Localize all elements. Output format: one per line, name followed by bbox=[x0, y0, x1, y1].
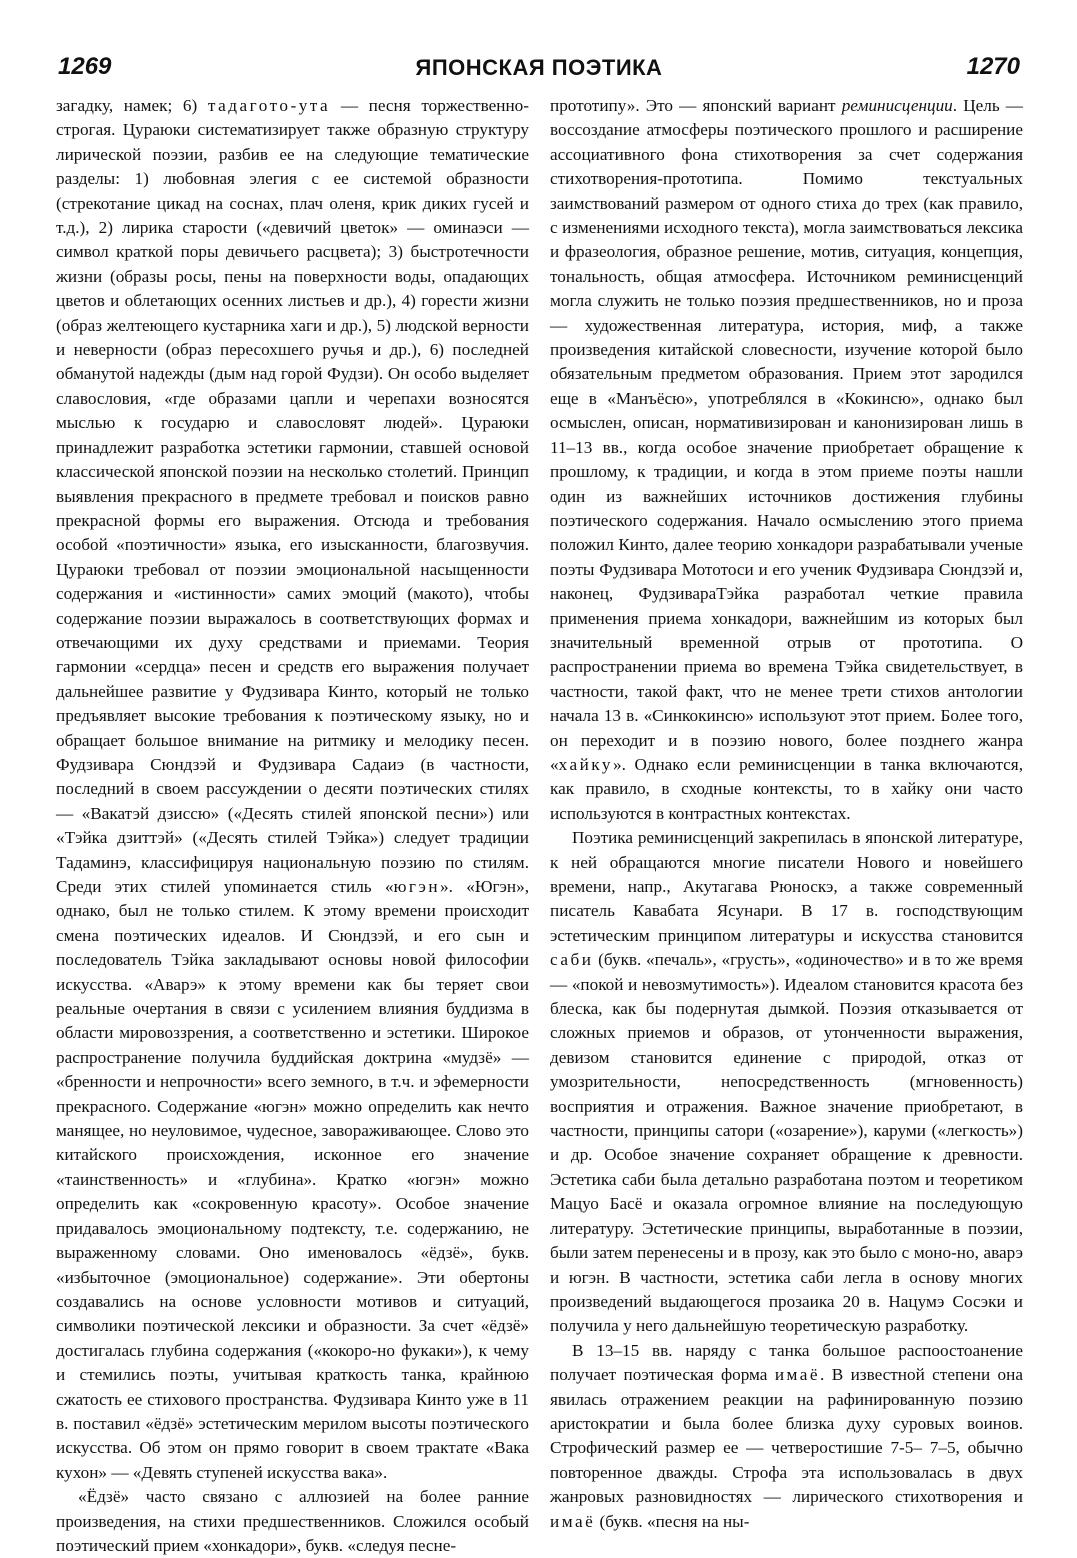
running-title: ЯПОНСКАЯ ПОЭТИКА bbox=[415, 55, 663, 80]
left-column bbox=[56, 94, 530, 1555]
paragraph: Поэтика реминисценций закрепилась в японской литературе, к ней обращаются многие писатели Нового и новейшего времени, напр., Акутагава Рюноскэ, а также современный писатель Кавабата Ясунари. В 17 в. господствующим эстетическим принципом литературы и искусства становится саби (букв. «печаль», «грусть», «одиночество» и в то же время — «покой и невозмутимость»). Идеалом становится красота без блеска, как бы подернутая дымкой. Поэзия отказывается от сложных приемов и образов, от утонченности выражения, девизом становится единение с природой, отказ от умозрительности, непосредственность (мгновенность) восприятия и отражения. Важное значение приобретают, в частности, принципы сатори («озарение»), каруми («легкость») и др. Особое значение сохраняет обращение к древности. Эстетика саби была детально разработана поэтом и теоретиком Мацуо Басё и оказала огромное влияние на последующую литературу. Эстетические принципы, выработанные в поэзии, были затем перенесены и в прозу, как это было с моно-но, аварэ и югэн. В частности, эстетика саби легла в основу многих произведений выдающегося прозаика 20 в. Нацумэ Сосэки и получила у него дальнейшую теоретическую разработку. bbox=[550, 828, 1023, 1336]
paragraph: В 13–15 вв. наряду с танка большое распоостоанение получает поэтическая форма имаё. В известной степени она явилась отражением реакции на рафинированную поэзию аристократии и была более близка духу суровых воинов. Строфический размер ее — четверостишие 7-5– 7–5, обычно повторенное дважды. Строфа эта использовалась в двух жанровых разновидностях — лирического стихотворения и имаё (букв. «песня на ны- bbox=[550, 1340, 1023, 1531]
spaced-term: имаё bbox=[774, 1365, 821, 1385]
spaced-term: хайку bbox=[558, 754, 613, 774]
paragraph: «Ёдзё» часто связано с аллюзией на более ранние произведения, на стихи предшественников. Сложился особый поэтический прием «хонкадори», букв. «следуя песне- bbox=[56, 1487, 529, 1555]
page-header bbox=[58, 52, 1020, 88]
spaced-term: тадагото-ута bbox=[207, 96, 331, 115]
italic-term: реминисценции bbox=[841, 96, 953, 115]
spaced-term: саби bbox=[550, 950, 594, 970]
left-page-number: 1269 bbox=[58, 53, 112, 80]
spaced-term: имаё bbox=[550, 1511, 596, 1531]
spaced-term: югэн bbox=[393, 877, 441, 896]
right-column bbox=[550, 94, 1023, 1544]
right-page-number: 1270 bbox=[966, 53, 1020, 80]
paragraph: прототипу». Это — японский вариант реминисценции. Цель — воссоздание атмосферы поэтического прошлого и расширение ассоциативного фона стихотворения за счет содержания стихотворения-прототипа. Помимо текстуальных заимствований размером от одного стиха до трех (как правило, с изменениями исходного текста), могла заимствоваться лексика и фразеология, образное решение, мотив, ситуация, концепция, тональность, общая атмосфера. Источником реминисценций могла служить не только поэзия предшественников, но и проза — художественная литература, история, миф, а также произведения китайской словесности, изучение которой было обязательным предметом образования. Прием этот зародился еще в «Манъёсю», употреблялся в «Кокинсю», однако был осмыслен, описан, нормативизирован и канонизирован лишь в 11–13 вв., когда особое значение приобретает обращение к прошлому, к традиции, и когда в этом приеме поэты нашли один из важнейших источников достижения глубины поэтического содержания. Начало осмыслению этого приема положил Кинто, далее теорию хонкадори разрабатывали ученые поэты Фудзивара Мототоси и его ученик Фудзивара Сюндзэй и, наконец, ФудзивараТэйка разработал четкие правила применения приема хонкадори, важнейшим из которых был значительный временной отрыв от прототипа. О распространении приема во времена Тэйка свидетельствует, в частности, такой факт, что не менее трети стихов антологии начала 13 в. «Синкокинсю» используют этот прием. Более того, он переходит и в поэзию нового, более позднего жанра «хайку». Однако если реминисценции в танка включаются, как правило, в сходные контексты, то в хайку они часто используются в контрастных контекстах. bbox=[550, 96, 1023, 823]
paragraph: загадку, намек; 6) тадагото-ута — песня торжественно-строгая. Цураюки систематизирует также образную структуру лирической поэзии, разбив ее на следующие тематические разделы: 1) любовная элегия с ее системой образности (стрекотание цикад на соснах, плач оленя, крик диких гусей и т.д.), 2) лирика старости («девичий цветок» — оминаэси — символ краткой поры девичьего расцвета); 3) быстротечности жизни (образы росы, пены на поверхности воды, опадающих цветов и облетающих осенних листьев и др.), 4) горести жизни (образ желтеющего кустарника хаги и др.), 5) людской верности и неверности (образ пересохшего ручья и др.), 6) последней обманутой надежды (дым над горой Фудзи). Он особо выделяет славословия, «где образами цапли и черепахи возносятся мыслью к государю и славословят людей». Цураюки принадлежит разработка эстетики гармонии, ставшей основой классической японской поэзии на несколько столетий. Принцип выявления прекрасного в предмете требовал и поисков равно прекрасной формы его выражения. Отсюда и требования особой «поэтичности» языка, его изысканности, благозвучия. Цураюки требовал от поэзии эмоциональной насыщенности содержания и «истинности» самих эмоций (макото), чтобы содержание поэзии выражалось в соответствующих формах и отвечающими их духу средствами и приемами. Теория гармонии «сердца» песен и средств его выражения получает дальнейшее развитие у Фудзивара Кинто, который не только предъявляет высокие требования к поэтическому языку, но и обращает большое внимание на ритмику и мелодику песен. Фудзивара Сюндзэй и Фудзивара Садаиэ (в частности, последний в своем рассуждении о десяти поэтических стилях — «Вакатэй дзиссю» («Десять стилей японской песни») или «Тэйка дзиттэй» («Десять стилей Тэйка») следует традиции Тадаминэ, классифицируя национальную поэзию по стилям. Среди этих стилей упоминается стиль «югэн». «Югэн», однако, был не только стилем. К этому времени происходит смена поэтических идеалов. И Сюндзэй, и его сын и последователь Тэйка закладывают основы новой философии искусства. «Аварэ» к этому времени как бы теряет свои реальные очертания в связи с усилением влияния буддизма в области мировоззрения, а соответственно и эстетики. Широкое распространение получила буддийская доктрина «мудзё» — «бренности и непрочности» всего земного, в т.ч. и эфемерности прекрасного. Содержание «югэн» можно определить как нечто манящее, но неуловимое, чудесное, завораживающее. Слово это китайского происхождения, исконное его значение «таинственность» и «глубина». Кратко «югэн» можно определить как «сокровенную красоту». Особое значение придавалось эмоциональному подтексту, т.е. содержанию, не выраженному словами. Оно именовалось «ёдзё», букв. «избыточное (эмоциональное) содержание». Эти обертоны создавались на основе условности мотивов и ситуаций, символики поэтической лексики и образности. За счет «ёдзё» достигалась глубина содержания («кокоро-но фукаки»), к чему и стемились поэты, учитывая краткость танка, крайнюю сжатость ее стиховогo пространства. Фудзивара Кинто уже в 11 в. поставил «ёдзё» эстетическим мерилом высоты поэтического искусства. Об этом он прямо говорит в своем трактате «Вака кухон» — «Девять ступеней искусства вака». bbox=[56, 96, 530, 1482]
